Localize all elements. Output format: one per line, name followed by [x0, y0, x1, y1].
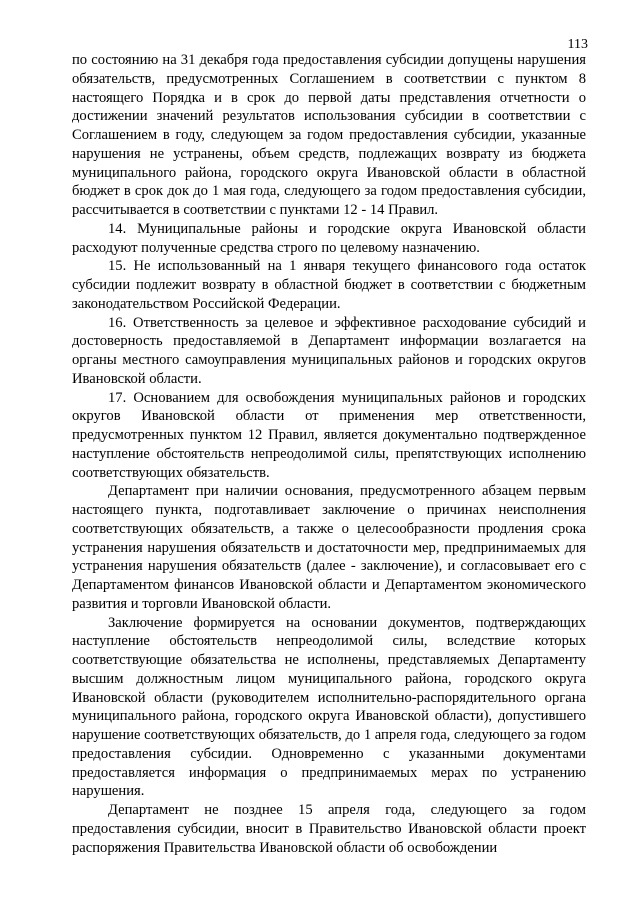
paragraph: 15. Не использованный на 1 января текущего финансового года остаток субсидии подлежит возврату в областной бюджет в соответствии с бюджетным законодательством Российской Федерации. — [72, 258, 586, 312]
paragraph: Департамент при наличии основания, предусмотренного абзацем первым настоящего пункта, подготавливает заключение о причинах неисполнения соответствующих обязательств, а также о целесообразности продления срока устранения нарушения обязательств и достаточности мер, предпринимаемых для устранения нарушения обязательств (далее - заключение), и согласовывает его с Департаментом финансов Ивановской области и Департаментом экономического развития и торговли Ивановской области. — [72, 483, 586, 612]
paragraph: 14. Муниципальные районы и городские округа Ивановской области расходуют полученные средства строго по целевому назначению. — [72, 220, 586, 256]
paragraph: 16. Ответственность за целевое и эффективное расходование субсидий и достоверность предоставляемой в Департамент информации возлагается на органы местного самоуправления муниципальных районов и городских округов Ивановской области. — [72, 314, 586, 387]
page-number: 113 — [567, 37, 588, 52]
document-body — [72, 51, 586, 857]
paragraph: Заключение формируется на основании документов, подтверждающих наступление обстоятельств непреодолимой силы, вследствие которых соответствующие обязательства не исполнены, представляемых Департаменту высшим должностным лицом муниципального района, городского округа Ивановской области (руководителем исполнительно-распорядительного органа муниципального района, городского округа Ивановской области), допустившего нарушение соответствующих обязательств, до 1 апреля года, следующего за годом предоставления субсидии. Одновременно с указанными документами предоставляется информация о предпринимаемых мерах по устранению нарушения. — [72, 614, 587, 800]
paragraph: 17. Основанием для освобождения муниципальных районов и городских округов Ивановской области от применения мер ответственности, предусмотренных пунктом 12 Правил, является документально подтвержденное наступление обстоятельств непреодолимой силы, препятствующих исполнению соответствующих обязательств. — [72, 389, 586, 481]
paragraph: Департамент не позднее 15 апреля года, следующего за годом предоставления субсидии, вносит в Правительство Ивановской области проект распоряжения Правительства Ивановской области об освобождении — [72, 802, 586, 856]
paragraph: по состоянию на 31 декабря года предоставления субсидии допущены нарушения обязательств, предусмотренных Соглашением в соответствии с пунктом 8 настоящего Порядка и в срок до первой даты представления отчетности о достижении значений результатов использования субсидии в соответствии с Соглашением в году, следующем за годом предоставления субсидии, указанные нарушения не устранены, объем средств, подлежащих возврату из бюджета муниципального района, городского округа Ивановской области в областной бюджет в срок док до 1 мая года, следующего за годом предоставления субсидии, рассчитывается в соответствии с пунктами 12 - 14 Правил. — [72, 52, 586, 218]
